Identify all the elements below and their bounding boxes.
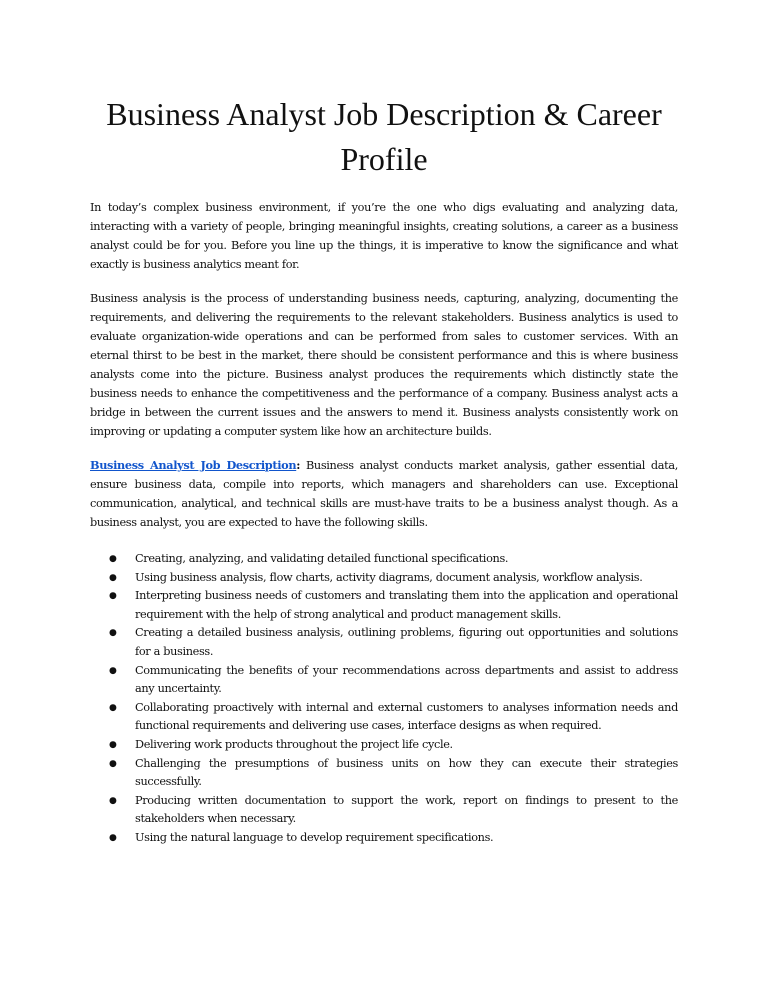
bullet-icon: ● (109, 591, 117, 602)
list-item-text: Producing written documentation to support the work, report on findings to present to the stakeholders when necessary. (135, 793, 678, 826)
list-item-text: Delivering work products throughout the project life cycle. (135, 737, 453, 751)
business-analysis-paragraph: Business analysis is the process of understanding business needs, capturing, analyzing, documenting the requirements, and delivering the requirements to the relevant stakeholders. Business analytics is used to evaluate organization-wide operations and can be performed from sales to customer services. With an eternal thirst to be best in the market, there should be consistent performance and this is where business analysts come into the picture. Business analyst produces the requirements which distinctly state the business needs to enhance the competitiveness and the performance of a company. Business analyst acts a bridge in between the current issues and the answers to mend it. Business analysts consistently work on improving or updating a computer system like how an architecture builds. (90, 292, 678, 438)
list-item-text: Communicating the benefits of your recommendations across departments and assist to address any uncertainty. (135, 663, 678, 696)
document-page (90, 92, 678, 848)
job-description-colon: : (296, 458, 301, 472)
list-item-text: Using business analysis, flow charts, activity diagrams, document analysis, workflow analysis. (135, 570, 643, 584)
job-description-paragraph (90, 456, 678, 532)
list-item-text: Interpreting business needs of customers and translating them into the application and operational requirement with the help of strong analytical and product management skills. (135, 589, 678, 621)
bullet-icon: ● (109, 665, 117, 676)
bullet-icon: ● (109, 795, 117, 806)
bullet-icon: ● (109, 554, 117, 564)
bullet-icon: ● (109, 758, 117, 769)
list-item-text: Using the natural language to develop requirement specifications. (135, 830, 494, 844)
bullet-icon: ● (109, 702, 117, 713)
job-description-link[interactable]: Business Analyst Job Description (90, 458, 297, 472)
list-item-text: Challenging the presumptions of business units on how they can execute their strategies successfully. (135, 756, 678, 789)
list-item (90, 829, 678, 848)
list-item (90, 624, 678, 661)
list-item (90, 662, 678, 699)
job-description-text: Business analyst conducts market analysis, gather essential data, ensure business data, compile into reports, which managers and shareholders can use. Exceptional communication, analytical, and technical skills are must-have traits to be a business analyst though. As a business analyst, you are expected to have the following skills. (90, 459, 678, 529)
list-item (90, 736, 678, 755)
list-item (90, 550, 678, 569)
bullet-icon: ● (109, 628, 117, 639)
list-item-text: Creating, analyzing, and validating detailed functional specifications. (135, 552, 509, 565)
list-item (90, 587, 678, 624)
bullet-icon: ● (109, 739, 117, 750)
list-item-text: Creating a detailed business analysis, outlining problems, figuring out opportunities and solutions for a business. (135, 626, 678, 658)
list-item (90, 755, 678, 792)
list-item (90, 792, 678, 829)
skills-list (90, 550, 678, 848)
intro-paragraph: In today’s complex business environment, if you’re the one who digs evaluating and analyzing data, interacting with a variety of people, bringing meaningful insights, creating solutions, a career as a business analyst could be for you. Before you line up the things, it is imperative to know the significance and what exactly is business analytics meant for. (90, 201, 678, 271)
document-title: Business Analyst Job Description & Career Profile (106, 96, 662, 177)
bullet-icon: ● (109, 832, 117, 843)
list-item (90, 569, 678, 588)
bullet-icon: ● (109, 572, 117, 583)
list-item-text: Collaborating proactively with internal and external customers to analyses information needs and functional requirements and delivering use cases, interface designs as when required. (135, 700, 678, 733)
list-item (90, 699, 678, 736)
